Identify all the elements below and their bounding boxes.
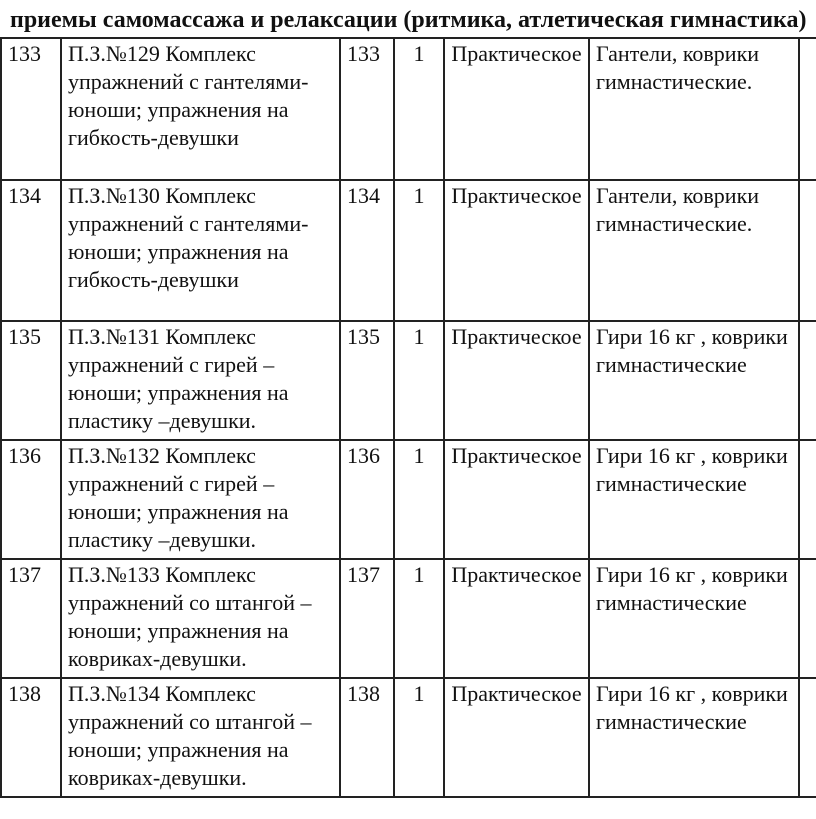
- lesson-number-cell: 135: [1, 321, 61, 440]
- lesson-type-cell: Практическое: [444, 38, 589, 180]
- lesson-ref-cell: 134: [340, 180, 394, 321]
- equipment-cell: Гири 16 кг , коврики гимнастические: [589, 321, 799, 440]
- hours-cell: 1: [394, 559, 444, 678]
- empty-cell: [799, 559, 816, 678]
- equipment-cell: Гири 16 кг , коврики гимнастические: [589, 678, 799, 797]
- empty-cell: [799, 440, 816, 559]
- hours-cell: 1: [394, 180, 444, 321]
- hours-cell: 1: [394, 38, 444, 180]
- lesson-type-cell: Практическое: [444, 559, 589, 678]
- lesson-number-cell: 134: [1, 180, 61, 321]
- lesson-ref-cell: 136: [340, 440, 394, 559]
- hours-cell: 1: [394, 321, 444, 440]
- empty-cell: [799, 678, 816, 797]
- table-row: [1, 559, 816, 678]
- lesson-ref-cell: 137: [340, 559, 394, 678]
- lesson-number-cell: 133: [1, 38, 61, 180]
- table-row: [1, 180, 816, 321]
- section-heading: приемы самомассажа и релаксации (ритмика, атлетическая гимнастика): [10, 7, 807, 33]
- lesson-number-cell: 138: [1, 678, 61, 797]
- hours-cell: 1: [394, 678, 444, 797]
- lesson-type-cell: Практическое: [444, 440, 589, 559]
- lesson-plan-table: [0, 37, 816, 798]
- equipment-cell: Гири 16 кг , коврики гимнастические: [589, 559, 799, 678]
- equipment-cell: Гири 16 кг , коврики гимнастические: [589, 440, 799, 559]
- lesson-type-cell: Практическое: [444, 678, 589, 797]
- equipment-cell: Гантели, коврики гимнастические.: [589, 180, 799, 321]
- lesson-number-cell: 136: [1, 440, 61, 559]
- table-body: [1, 38, 816, 797]
- lesson-type-cell: Практическое: [444, 180, 589, 321]
- lesson-ref-cell: 135: [340, 321, 394, 440]
- lesson-type-cell: Практическое: [444, 321, 589, 440]
- table-row: [1, 38, 816, 180]
- lesson-ref-cell: 133: [340, 38, 394, 180]
- hours-cell: 1: [394, 440, 444, 559]
- lesson-topic-cell: П.З.№134 Комплекс упражнений со штангой –юноши; упражнения на ковриках-девушки.: [61, 678, 340, 797]
- empty-cell: [799, 180, 816, 321]
- equipment-cell: Гантели, коврики гимнастические.: [589, 38, 799, 180]
- empty-cell: [799, 38, 816, 180]
- lesson-ref-cell: 138: [340, 678, 394, 797]
- lesson-topic-cell: П.З.№131 Комплекс упражнений с гирей – юноши; упражнения на пластику –девушки.: [61, 321, 340, 440]
- empty-cell: [799, 321, 816, 440]
- lesson-topic-cell: П.З.№133 Комплекс упражнений со штангой –юноши; упражнения на ковриках-девушки.: [61, 559, 340, 678]
- table-row: [1, 440, 816, 559]
- lesson-number-cell: 137: [1, 559, 61, 678]
- table-row: [1, 678, 816, 797]
- lesson-topic-cell: П.З.№129 Комплекс упражнений с гантелями- юноши; упражнения на гибкость-девушки: [61, 38, 340, 180]
- lesson-topic-cell: П.З.№130 Комплекс упражнений с гантелями- юноши; упражнения на гибкость-девушки: [61, 180, 340, 321]
- lesson-topic-cell: П.З.№132 Комплекс упражнений с гирей – юноши; упражнения на пластику –девушки.: [61, 440, 340, 559]
- table-row: [1, 321, 816, 440]
